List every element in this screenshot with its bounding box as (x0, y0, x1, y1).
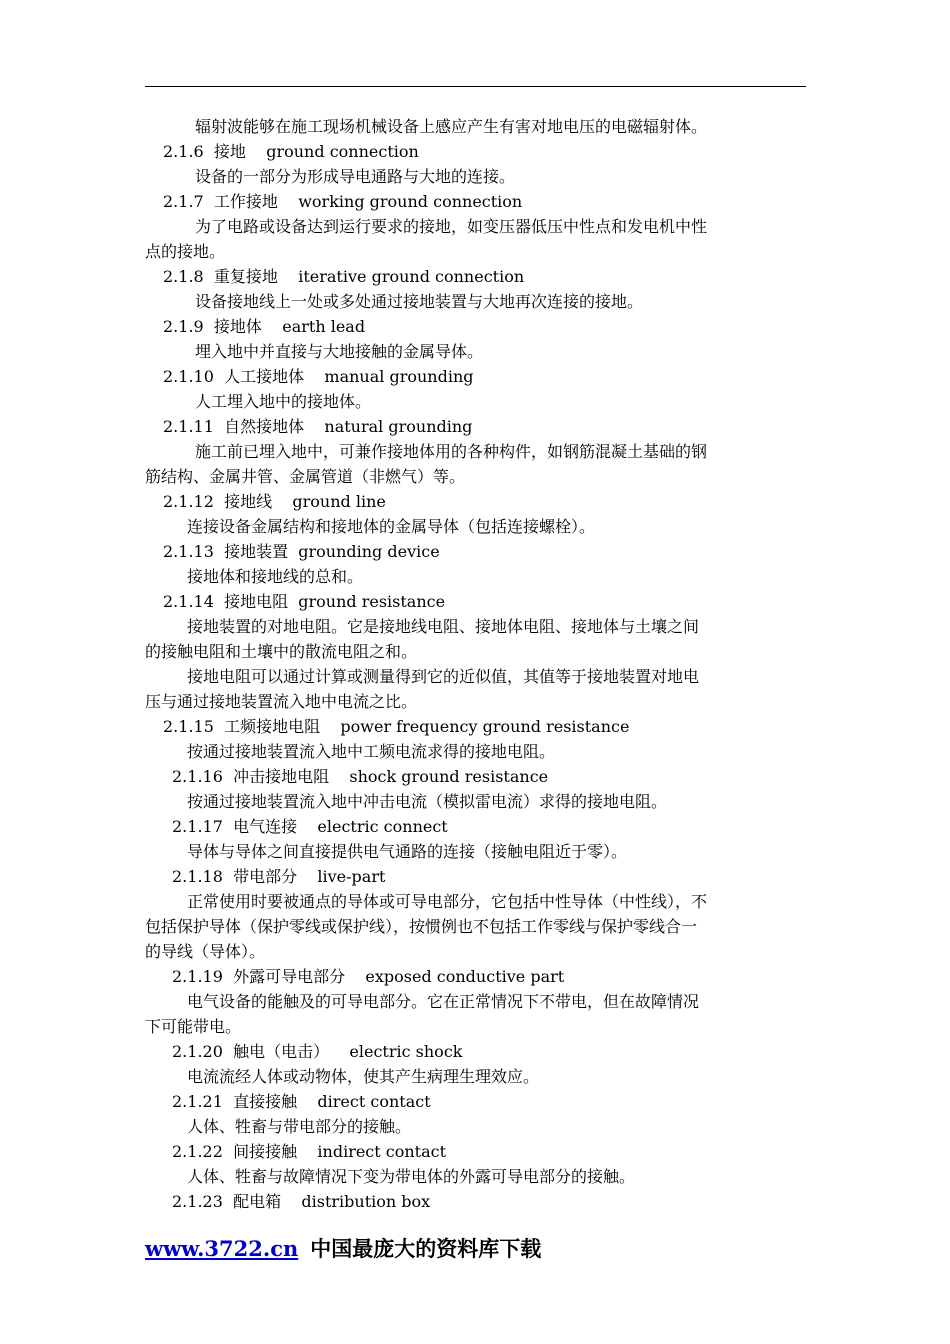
term-heading: 2.1.11 自然接地体 natural grounding (163, 417, 473, 436)
term-heading: 2.1.10 人工接地体 manual grounding (163, 367, 474, 386)
term-heading: 2.1.22 间接接触 indirect contact (172, 1142, 447, 1161)
body-line: 的导线（导体）。 (145, 942, 266, 961)
body-line: 压与通过接地装置流入地中电流之比。 (145, 692, 418, 711)
body-line: 为了电路或设备达到运行要求的接地，如变压器低压中性点和发电机中性 (195, 217, 708, 236)
body-line: 点的接地。 (145, 242, 226, 261)
body-line: 按通过接地装置流入地中工频电流求得的接地电阻。 (187, 742, 556, 761)
footer-link[interactable]: www.3722.cn (145, 1236, 299, 1261)
body-line: 设备接地线上一处或多处通过接地装置与大地再次连接的接地。 (195, 292, 644, 311)
term-heading: 2.1.18 带电部分 live-part (172, 867, 386, 886)
footer-tagline: 中国最庞大的资料库下载 (310, 1237, 542, 1261)
term-heading: 2.1.21 直接接触 direct contact (172, 1092, 431, 1111)
body-line: 埋入地中并直接与大地接触的金属导体。 (195, 342, 484, 361)
term-heading: 2.1.16 冲击接地电阻 shock ground resistance (172, 767, 549, 786)
body-line: 人体、牲畜与带电部分的接触。 (187, 1117, 412, 1136)
term-heading: 2.1.19 外露可导电部分 exposed conductive part (172, 967, 565, 986)
body-line: 人工埋入地中的接地体。 (195, 392, 372, 411)
term-heading: 2.1.12 接地线 ground line (163, 492, 386, 511)
header-rule (145, 86, 806, 87)
term-heading: 2.1.17 电气连接 electric connect (172, 817, 448, 836)
body-line: 接地装置的对地电阻。它是接地线电阻、接地体电阻、接地体与土壤之间 (187, 617, 700, 636)
body-line: 按通过接地装置流入地中冲击电流（模拟雷电流）求得的接地电阻。 (187, 792, 668, 811)
body-line: 电流流经人体或动物体，使其产生病理生理效应。 (187, 1067, 540, 1086)
document-body (145, 114, 806, 1214)
term-heading: 2.1.8 重复接地 iterative ground connection (163, 267, 525, 286)
body-line: 筋结构、金属井管、金属管道（非燃气）等。 (145, 467, 466, 486)
page-footer (145, 1234, 541, 1264)
body-line: 下可能带电。 (145, 1017, 242, 1036)
body-line: 设备的一部分为形成导电通路与大地的连接。 (195, 167, 516, 186)
body-line: 接地电阻可以通过计算或测量得到它的近似值，其值等于接地装置对地电 (187, 667, 700, 686)
body-line: 施工前已埋入地中，可兼作接地体用的各种构件，如钢筋混凝土基础的钢 (195, 442, 708, 461)
term-heading: 2.1.7 工作接地 working ground connection (163, 192, 523, 211)
term-heading: 2.1.23 配电箱 distribution box (172, 1192, 431, 1211)
body-line: 人体、牲畜与故障情况下变为带电体的外露可导电部分的接触。 (187, 1167, 636, 1186)
body-line: 接地体和接地线的总和。 (187, 567, 364, 586)
term-heading: 2.1.14 接地电阻 ground resistance (163, 592, 446, 611)
body-line: 辐射波能够在施工现场机械设备上感应产生有害对地电压的电磁辐射体。 (195, 117, 708, 136)
term-heading: 2.1.20 触电（电击） electric shock (172, 1042, 463, 1061)
term-heading: 2.1.9 接地体 earth lead (163, 317, 366, 336)
body-line: 连接设备金属结构和接地体的金属导体（包括连接螺栓）。 (187, 517, 596, 536)
body-line: 包括保护导体（保护零线或保护线），按惯例也不包括工作零线与保护零线合一 (145, 917, 698, 936)
term-heading: 2.1.13 接地装置 grounding device (163, 542, 440, 561)
body-line: 的接触电阻和土壤中的散流电阻之和。 (145, 642, 418, 661)
term-heading: 2.1.6 接地 ground connection (163, 142, 419, 161)
body-line: 导体与导体之间直接提供电气通路的连接（接触电阻近于零）。 (187, 842, 628, 861)
body-line: 正常使用时要被通点的导体或可导电部分，它包括中性导体（中性线），不 (187, 892, 708, 911)
body-line: 电气设备的能触及的可导电部分。它在正常情况下不带电，但在故障情况 (187, 992, 700, 1011)
term-heading: 2.1.15 工频接地电阻 power frequency ground resistance (163, 717, 630, 736)
